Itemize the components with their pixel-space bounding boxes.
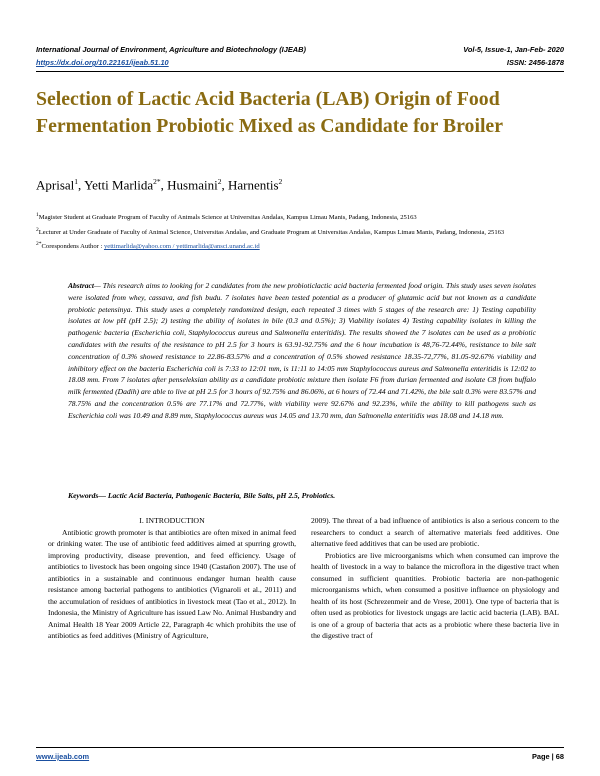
journal-name: International Journal of Environment, Agriculture and Biotechnology (IJEAB): [36, 45, 306, 54]
footer-rule: [36, 747, 564, 748]
issn: ISSN: 2456-1878: [506, 58, 564, 67]
affiliations: [36, 210, 564, 254]
volume-issue: Vol-5, Issue-1, Jan-Feb- 2020: [463, 45, 564, 54]
affiliation-item: $^2$Lecturer at Under Graduate of Faculty of Animal Science, Universitas Andalas, and Graduate Program at Universitas Andalas, Kampus Limau Manis, Padang, Indonesia, 25163: [36, 226, 505, 236]
paper-title: Selection of Lactic Acid Bacteria (LAB) Origin of Food Fermentation Probiotic Mixed as Candidate for Broiler: [36, 88, 503, 137]
author-sup: 2: [217, 177, 222, 186]
body-paragraph: Antibiotic growth promoter is that antibiotics are often mixed in animal feed or drinking water. The use of antibiotic feed additives aimed at spurring growth, improving productivity, disease prevention, and feed efficiency. Usage of antibiotics to livestock has been ongoing since 1940 (Castañon 2007). The use of antibiotics in a sustainable and continuous endanger human health cause resistance among bacterial pathogens to antibiotics (Vignaroli et al., 2011) and the accumulation of residues of antibiotics in livestock meat (Tao et al., 2012). In Indonesia, the Ministry of Agriculture has issued Law No. Animal Husbandry and Animal Health 18 Year 2009 Article 22, Paragraph 4c which prohibits the use of antibiotics as feed additives (Ministry of Agriculture,: [48, 527, 296, 641]
author-sup: 2*: [153, 177, 161, 186]
website-link[interactable]: www.ijeab.com: [36, 752, 90, 761]
keywords-text: Lactic Acid Bacteria, Pathogenic Bacteria, Bile Salts, pH 2.5, Probiotics.: [107, 491, 336, 500]
abstract-text: This research aims to looking for 2 candidates from the new probioticlactic acid bacteria fermented food origin. This study uses seven isolates were isolated from whey, cassava, and fish budu. 7 isolates have been tested potential as a producer of glutamic acid but not known as a candidate probiotic petensinya. This study uses a completely randomized design, each repeated 3 times with 5 stages of the research are: 1) Testing capability isolates at low pH (pH 2.5); 2) testing the ability of isolates in bile (0.3 and 0.5%); 3) Viability isolates 4) Testing capability isolates in killing the pathogenic bacteria (Escherichia coli, Staphylococcus aureus and Salmonella enteritidis). The results showed the 7 isolates can be used as a probiotic candidates with the results of the resistance to pH 2.5 for 3 hours is 63.91-92.75% and the 6 hour incubation is 48,76-72.44%, resistance to bile salt concentration of 0.3% showed resistance to 22.86-83.57% and a concentration of 0.5% showed resistance 18.35-72,77%, 81.05-92.67% viability and inhibitory effect on the bacteria Escherichia coli is 7:33 to 12:01 mm, is 11:11 to 14:05 mm Staphylococcus aureus and Salmonella enteritidis is 12:02 to 18.08 mm. From 7 isolates after penseleksian ability as a candidate probiotic mixture then isolate F6 from durian fermented and isolate C8 from buffalo milk fermented (Dadih) are able to live at pH 2.5 for 3 hours of 92.75% and 86.06%, at 6 hours of 72.44 and 71.42%, the bile salt 0.3% were 83.57% and 78.75% and the concentration 0.5% are 77.17% and 72.77%, with viability were 92.67% and 92.23%, while the ability to kill pathogens such as Escherichia coli was 10.49 and 8.89 mm, Staphylococcus aureus was 14.05 and 13.70 mm, dan Salmonella enteritidis was 18.08 and 14.18 mm.: [68, 281, 536, 420]
header-rule: [36, 71, 564, 72]
body-paragraph: Probiotics are live microorganisms which when consumed can improve the health of livestock in a way to balance the microflora in the digestive tract when consumed in sufficient quantities. Probiotic bacteria are non-pathogenic microorganisms which, when consumed a positive influence on physiology and health of its host (Schrezenmeir and de Vrese, 2001). One type of bacteria that is often used as probiotics for livestock ungags are lactic acid bacteria (LAB). BAL is one of a group of bacteria that acts as a probiotic where these bacteria live in the digestive tract of: [311, 550, 559, 641]
left-column: [48, 515, 296, 642]
author-name: Husmaini: [167, 177, 218, 193]
abstract: Abstract— This research aims to looking for 2 candidates from the new probioticlactic acid bacteria fermented food origin. This study uses seven isolates were isolated from whey, cassava, and fish budu. 7 isolates have been tested potential as a producer of glutamic acid but not known as a candidate probiotic petensinya. This study uses a completely randomized design, each repeated 3 times with 5 stages of the research are: 1) Testing capability isolates at low pH (pH 2.5); 2) testing the ability of isolates in bile (0.3 and 0.5%); 3) Viability isolates 4) Testing capability isolates in killing the pathogenic bacteria (Escherichia coli, Staphylococcus aureus and Salmonella enteritidis). The results showed the 7 isolates can be used as a probiotic candidates with the results of the resistance to pH 2.5 for 3 hours is 63.91-92.75% and the 6 hour incubation is 48,76-72.44%, resistance to bile salt concentration of 0.3% showed resistance to 22.86-83.57% and a concentration of 0.5% showed resistance 18.35-72,77%, 81.05-92.67% viability and inhibitory effect on the bacteria Escherichia coli is 7:33 to 12:01 mm, is 11:11 to 14:05 mm Staphylococcus aureus and Salmonella enteritidis is 12:02 to 18.08 mm. From 7 isolates after penseleksian ability as a candidate probiotic mixture then isolate F6 from durian fermented and isolate C8 from buffalo milk fermented (Dadih) are able to live at pH 2.5 for 3 hours of 92.75% and 86.06%, at 6 hours of 72.44 and 71.42%, the bile salt 0.3% were 83.57% and 78.75% and the concentration 0.5% are 77.17% and 72.77%, with viability were 92.67% and 92.23%, while the ability to kill pathogens such as Escherichia coli was 10.49 and 8.89 mm, Staphylococcus aureus was 14.05 and 13.70 mm, dan Salmonella enteritidis was 18.08 and 14.18 mm.: [68, 281, 536, 420]
author-list: Aprisal$^1$, Yetti Marlida$^{2*}$, Husmaini$^2$, Harnentis$^2$: [36, 177, 283, 193]
author-sup: 1: [74, 177, 79, 186]
right-column: [311, 515, 559, 642]
doi-link[interactable]: https://dx.doi.org/10.22161/ijeab.51.10: [36, 58, 169, 67]
correspondence: $^{2*}$Corespondens Author : yettimarlida@yahoo.com / yettimarlida@ansci.unand.ac.id: [36, 241, 260, 251]
keywords: Keywords— Lactic Acid Bacteria, Pathogenic Bacteria, Bile Salts, pH 2.5, Probiotics.: [68, 491, 336, 500]
body-paragraph: 2009). The threat of a bad influence of antibiotics is also a serious concern to the researchers to conduct a search of alternative materials feed additives. One alternative feed additives that can be used are probiotic.: [311, 516, 559, 549]
keywords-label: Keywords: [68, 491, 99, 500]
author-name: Harnentis: [227, 177, 279, 193]
section-heading: I. INTRODUCTION: [139, 516, 205, 525]
abstract-label: Abstract: [68, 281, 94, 290]
author-name: Aprisal: [36, 177, 75, 193]
affiliation-item: $^1$Magister Student at Graduate Program of Faculty of Animals Science at Universitas Andalas, Kampus Limau Manis, Padang, Indonesia, 25163: [36, 212, 417, 222]
page-number: Page | 68: [531, 752, 564, 761]
author-name: Yetti Marlida: [84, 177, 154, 193]
email-link[interactable]: yettimarlida@yahoo.com / yettimarlida@ansci.unand.ac.id: [103, 243, 260, 251]
author-sup: 2: [278, 177, 283, 186]
